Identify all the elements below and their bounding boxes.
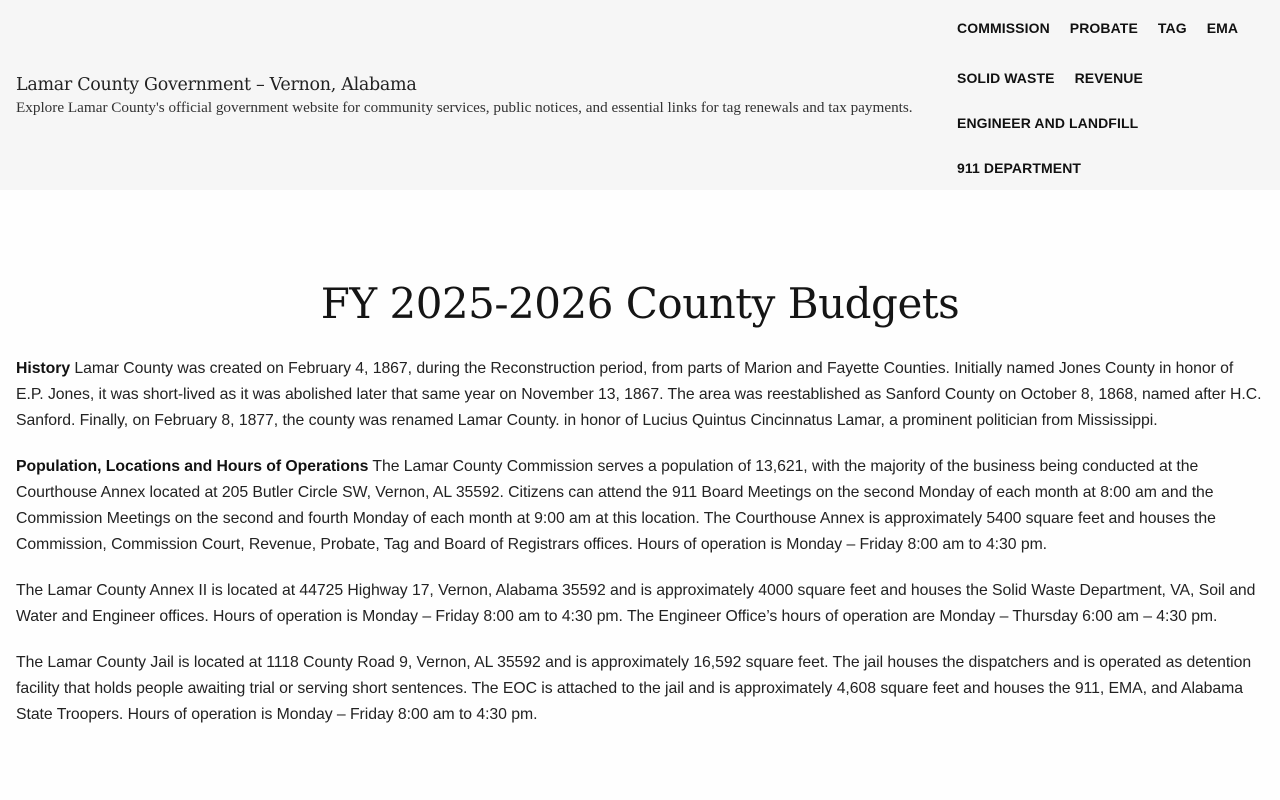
nav-row	[957, 145, 1277, 190]
population-text: The Lamar County Commission serves a population of 13,621, with the majority of the business being conducted at the Courthouse Annex located at 205 Butler Circle SW, Vernon, AL 35592. Citizens can attend the 911 Board Meetings on the second Monday of each month at 8:00 am and the Commission Meetings on the second and fourth Monday of each month at 9:00 am at this location. The Courthouse Annex is approximately 5400 square feet and houses the Commission, Commission Court, Revenue, Probate, Tag and Board of Registrars offices. Hours of operation is Monday – Friday 8:00 am to 4:30 pm.	[16, 458, 1216, 553]
site-branding	[16, 73, 941, 119]
nav-item-revenue[interactable]: REVENUE	[1074, 70, 1143, 87]
site-title-link[interactable]: Lamar County Government – Vernon, Alabama	[16, 75, 417, 95]
nav-row	[957, 56, 1277, 101]
nav-row	[957, 101, 1277, 146]
annex-ii-paragraph: The Lamar County Annex II is located at 44725 Highway 17, Vernon, Alabama 35592 and is approximately 4000 square feet and houses the Solid Waste Department, VA, Soil and Water and Engineer offices. Hours of operation is Monday – Friday 8:00 am to 4:30 pm. The Engineer Office’s hours of operation are Monday – Thursday 6:00 am – 4:30 pm.	[16, 582, 1256, 625]
nav-row	[957, 0, 1277, 56]
page-title: FY 2025-2026 County Budgets	[320, 279, 960, 328]
site-tagline: Explore Lamar County's official government website for community services, public notices, and essential links for tag renewals and tax payments.	[16, 99, 913, 116]
primary-navigation	[957, 0, 1277, 190]
jail-paragraph: The Lamar County Jail is located at 1118 County Road 9, Vernon, AL 35592 and is approximately 16,592 square feet. The jail houses the dispatchers and is operated as detention facility that holds people awaiting trial or serving short sentences. The EOC is attached to the jail and is approximately 4,608 square feet and houses the 911, EMA, and Alabama State Troopers. Hours of operation is Monday – Friday 8:00 am to 4:30 pm.	[16, 654, 1252, 723]
population-heading: Population, Locations and Hours of Operations	[16, 458, 369, 475]
nav-item-ema[interactable]: EMA	[1206, 20, 1239, 36]
nav-item-911-department[interactable]: 911 DEPARTMENT	[957, 159, 1082, 176]
nav-item-solid-waste[interactable]: SOLID WASTE	[957, 70, 1055, 87]
nav-item-engineer-and-landfill[interactable]: ENGINEER AND LANDFILL	[957, 115, 1139, 132]
page-body	[16, 356, 1264, 748]
population-paragraph	[16, 454, 1264, 558]
history-heading: History	[16, 360, 71, 377]
nav-item-commission[interactable]: COMMISSION	[957, 20, 1050, 36]
site-header	[0, 0, 1280, 190]
nav-item-probate[interactable]: PROBATE	[1069, 20, 1138, 36]
history-paragraph	[16, 356, 1264, 434]
history-text: Lamar County was created on February 4, 1867, during the Reconstruction period, from parts of Marion and Fayette Counties. Initially named Jones County in honor of E.P. Jones, it was short-lived as it was abolished later that same year on November 13, 1867. The area was reestablished as Sanford County on October 8, 1868, named after H.C. Sanford. Finally, on February 8, 1877, the county was renamed Lamar County. in honor of Lucius Quintus Cincinnatus Lamar, a prominent politician from Mississippi.	[16, 360, 1262, 429]
nav-item-tag[interactable]: TAG	[1157, 20, 1187, 36]
